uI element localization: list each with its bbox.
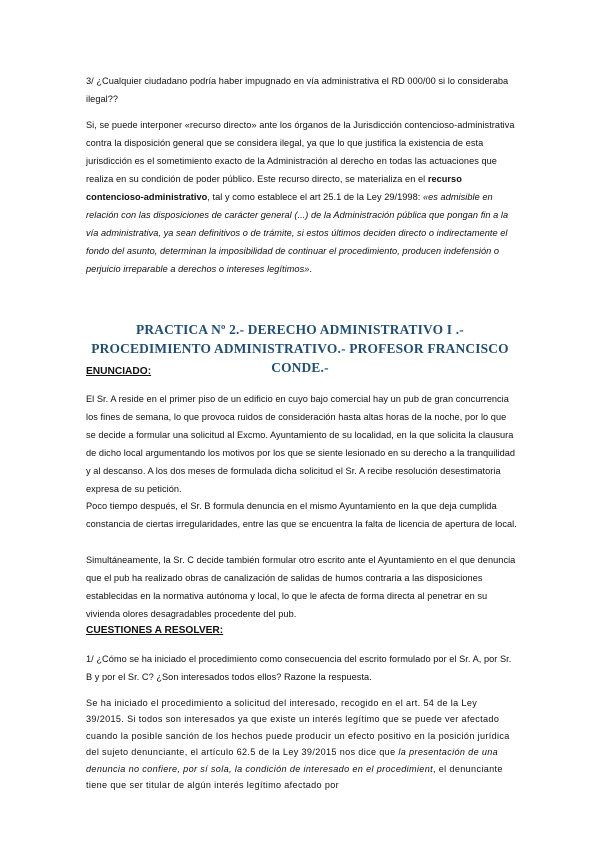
answer-3-part1: Si, se puede interponer «recurso directo» ante los órganos de la Jurisdicción contencioso-administrativa contra la disposición general que se considera ilegal, ya que lo que justifica la existencia de esta jurisdicción es el sometimiento exacto de la Administración al derecho en todas las actuaciones que realiza en su condición de poder público. Este recurso directo, se materializa en el [86,120,515,184]
enunciado-paragraph-1: El Sr. A reside en el primer piso de un edificio en cuyo bajo comercial hay un pub de gran concurrencia los fines de semana, lo que provoca ruidos de consideración hasta altas horas de la noche, por lo que se decide a formular una solicitud al Excmo. Ayuntamiento de su localidad, en la que solicita la clausura de dicho local argumentando los motivos por los que se siente lesionado en su derecho a la tranquilidad y al descanso. A los dos meses de formulada dicha solicitud el Sr. A recibe resolución desestimatoria expresa de su petición. [86,394,516,494]
respuesta-1 [86,695,518,793]
enunciado-paragraph-3: Simultáneamente, la Sr. C decide también formular otro escrito ante el Ayuntamiento en el que denuncia que el pub ha realizado obras de canalización de salidas de humos contraria a las disposiciones establecidas en la normativa autónoma y local, lo que le afecta de forma directa al penetrar en su vivienda olores desagradables procedente del pub. [86,555,516,619]
enunciado-paragraph-2: Poco tiempo después, el Sr. B formula denuncia en el mismo Ayuntamiento en la que deja cumplida constancia de ciertas irregularidades, entre las que se encuentra la falta de licencia de apertura de local. [86,501,517,529]
respuesta-1-part1: Se ha iniciado el procedimiento a solicitud del interesado, recogido en el art. 54 de la Ley 39/2015. Si todos son interesados ya que existe un interés legítimo que se puede ver afectado cuando la posible sanción de los hechos puede producir un efecto positivo en la posición jurídica del sujeto denunciante, el artículo 62.5 de la Ley 39/2015 nos dice que [86,698,510,758]
respuesta-1-part2: , el denunciante tiene que ser titular de algún interés legítimo afectado por [86,763,503,791]
answer-3 [86,116,518,278]
answer-3-bold-term: recurso contencioso-administrativo [86,174,462,202]
practica-title: PRACTICA Nº 2.- DERECHO ADMINISTRATIVO I .- PROCEDIMIENTO ADMINISTRATIVO.- PROFESOR FRANCISCO CONDE.- [91,322,509,375]
cuestiones-heading: CUESTIONES A RESOLVER: [86,625,224,636]
question-3: 3/ ¿Cualquier ciudadano podría haber impugnado en vía administrativa el RD 000/00 si lo consideraba ilegal?? [86,76,509,104]
answer-3-part2: , tal y como establece el art 25.1 de la Ley 29/1998: [207,192,423,202]
answer-3-end: . [309,264,312,274]
answer-3-legal-quote: «es admisible en relación con las disposiciones de carácter general (...) de la Administración pública que pongan fin a la vía administrativa, ya sean definitivos o de trámite, si estos últimos deciden directo o indirectamente el fondo del asunto, determinan la imposibilidad de continuar el procedimiento, producen indefensión o perjuicio irreparable a derechos o intereses legítimos» [86,192,509,274]
cuestion-1: 1/ ¿Cómo se ha iniciado el procedimiento como consecuencia del escrito formulado por el Sr. A, por Sr. B y por el Sr. C? ¿Son interesados todos ellos? Razone la respuesta. [86,654,512,682]
respuesta-1-italic: la presentación de una denuncia no confiere, por sí sola, la condición de interesado en el procedimient [86,747,499,774]
enunciado-heading: ENUNCIADO: [86,366,152,377]
